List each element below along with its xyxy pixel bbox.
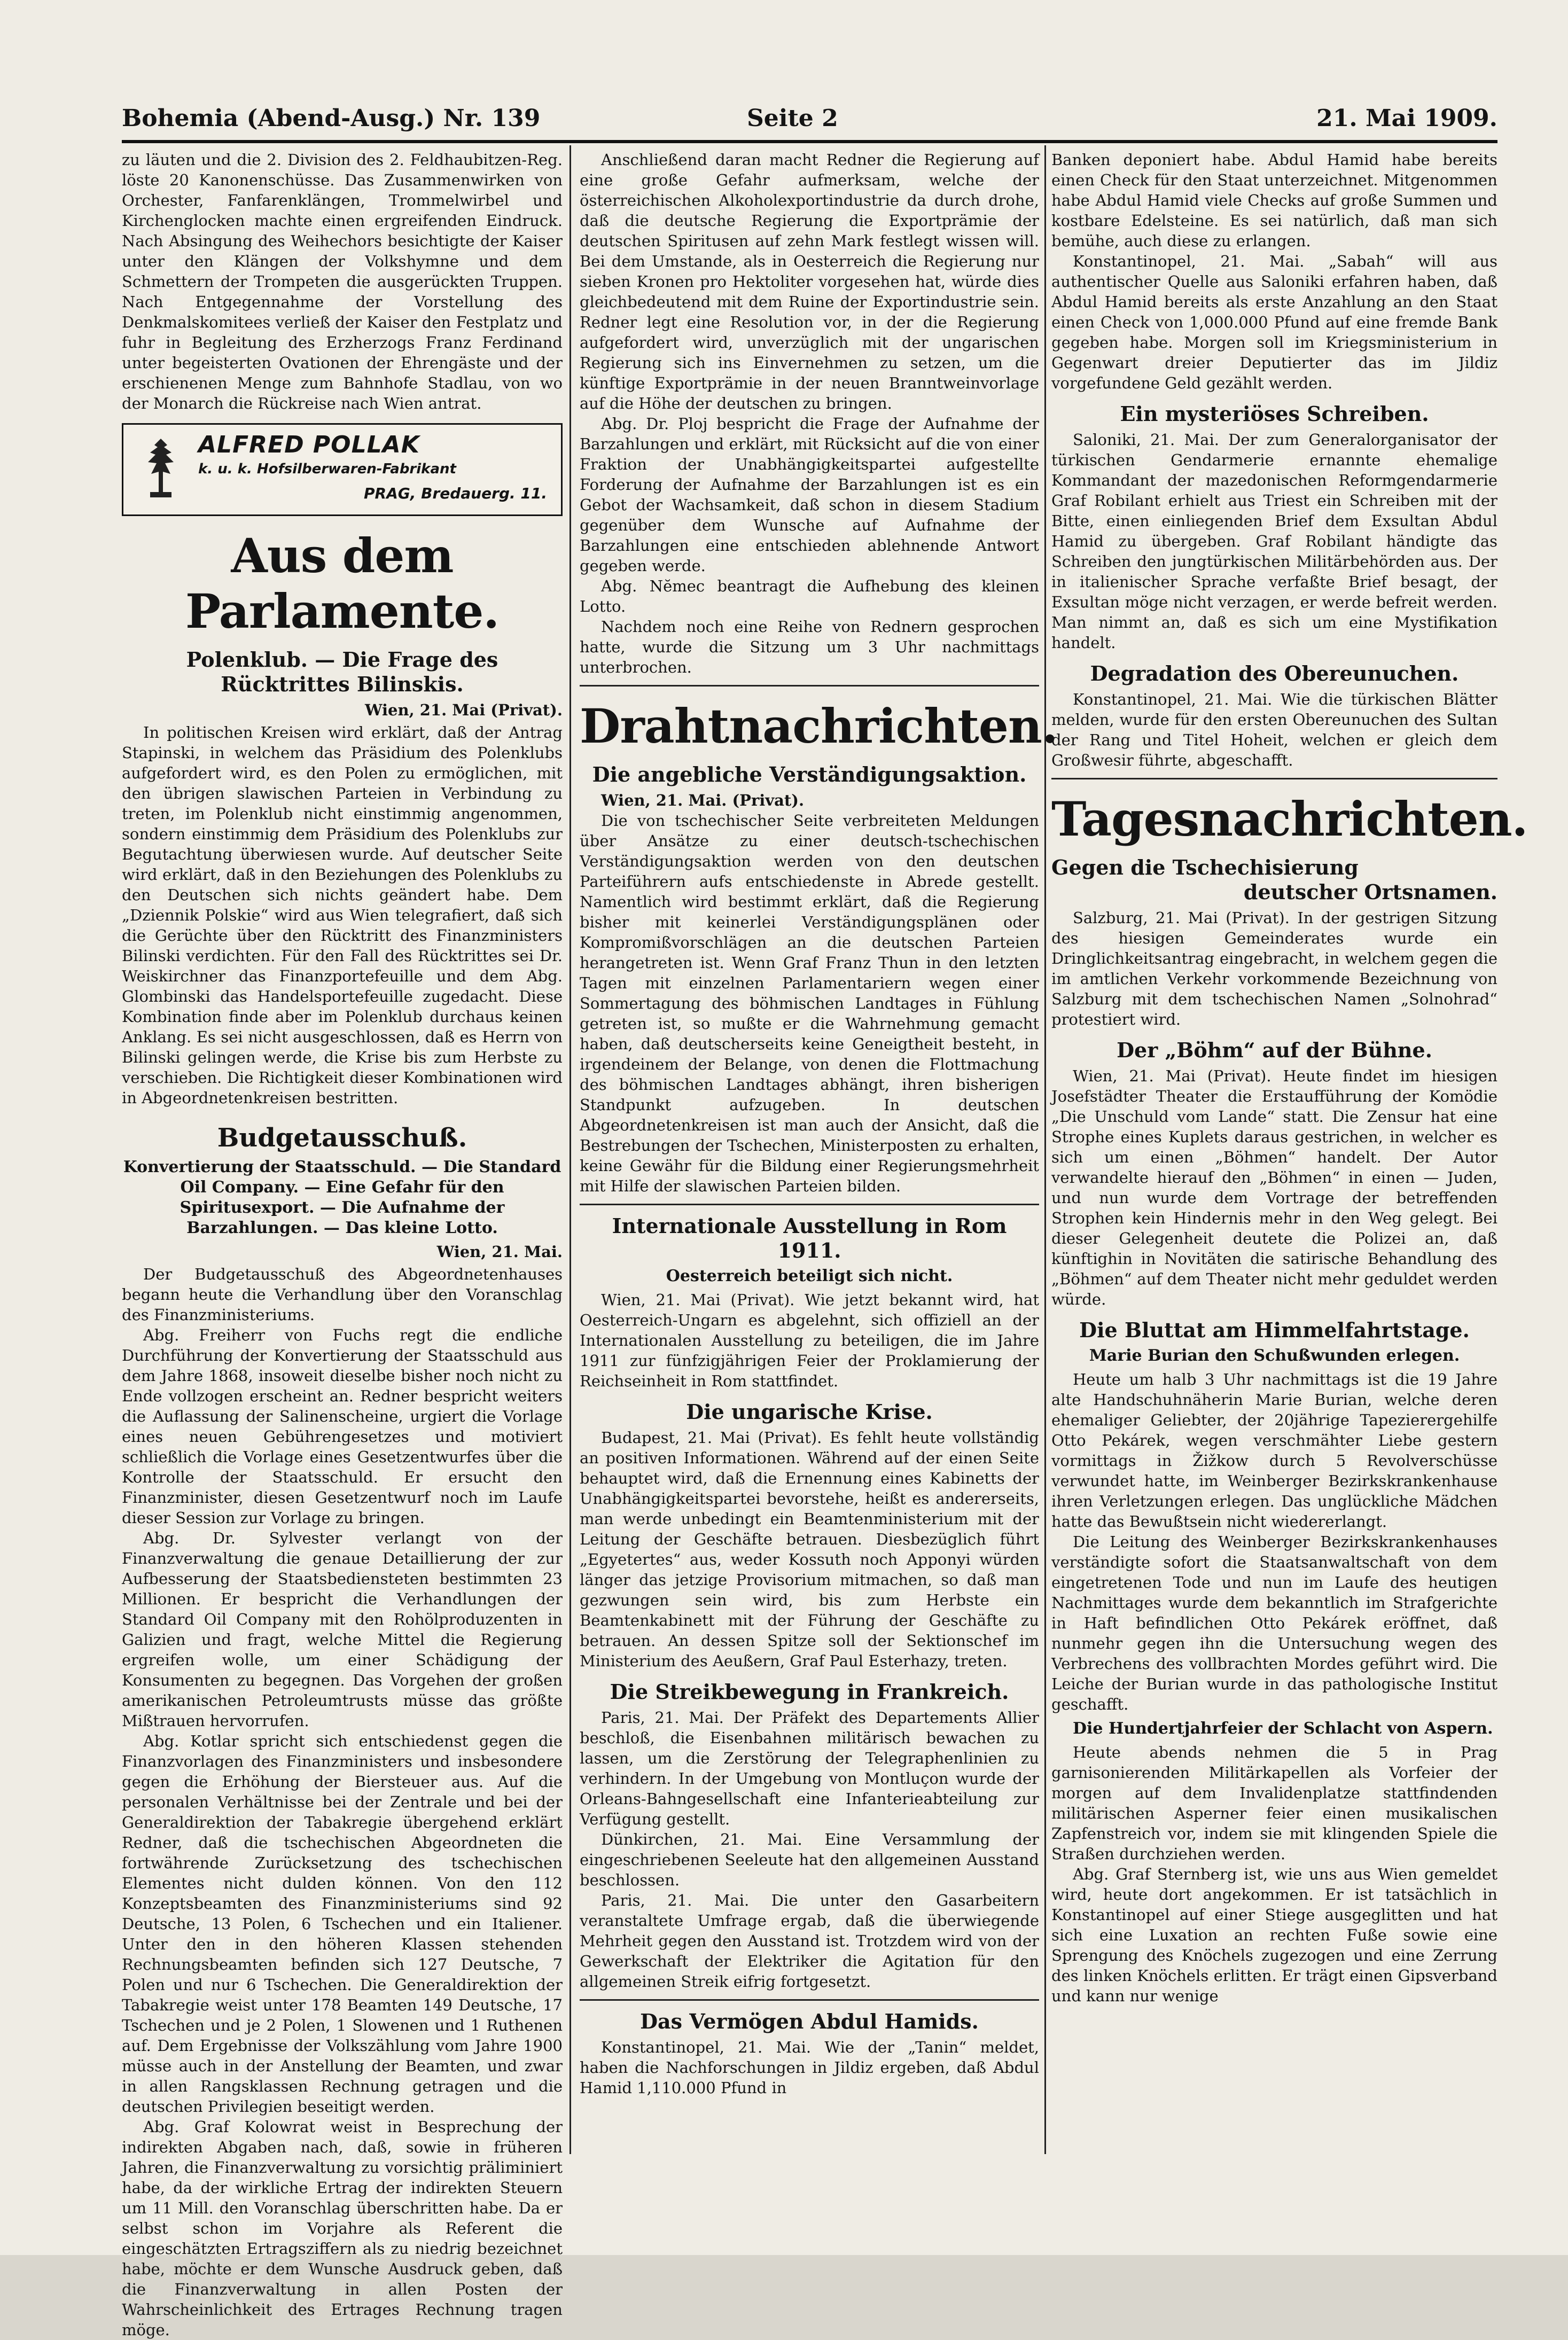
article-title: Gegen die Tschechisierung	[1051, 855, 1359, 879]
article-dateline: Wien, 21. Mai.	[436, 1243, 563, 1261]
header-date: 21. Mai 1909.	[1316, 105, 1497, 132]
article-paragraph: Konstantinopel, 21. Mai. „Sabah“ will aus authentischer Quelle aus Saloniki erfahren haben, daß Abdul Hamid bereits als erste Anzahlung an den Staat einen Check von 1,000.000 Pfund auf eine fremde Bank gegeben habe. Morgen soll im Kriegsministerium in Gegenwart dreier Deputierter das im Jildiz vorgefundene Geld gezählt werden.	[1051, 252, 1497, 392]
header-page-number: Seite 2	[747, 105, 838, 132]
article-body: Budapest, 21. Mai (Privat). Es fehlt heute vollständig an positiven Informationen. Während auf der einen Seite behauptet wird, daß die Ernennung eines Kabinetts der Unabhängigkeitspartei bevorstehe, heißt es andererseits, man werde unbedingt ein Beamtenministerium mit der Leitung der Geschäfte betrauen. Diesbezüglich führt „Egyetertes“ aus, weder Kossuth noch Apponyi würden länger das jetzige Provisorium mitmachen, so daß man gezwungen sein wird, bis zum Herbste ein Beamtenkabinett mit der Führung der Geschäfte zu betrauen. An dessen Spitze soll der Sektionschef im Ministerium des Aeußern, Graf Paul Esterhazy, treten.	[580, 1429, 1039, 1670]
article-title: Internationale Ausstellung in Rom 1911.	[612, 1214, 1007, 1262]
section-rule	[580, 1204, 1039, 1205]
article-subtitle: Konvertierung der Staatsschuld. — Die Standard Oil Company. — Eine Gefahr für den Spiritusexport. — Die Aufnahme der Barzahlungen. — Das kleine Lotto.	[123, 1158, 561, 1237]
article-paragraph: Heute um halb 3 Uhr nachmittags ist die 19 Jahre alte Handschuhnäherin Marie Burian, welche deren ehemaliger Geliebter, der 20jährige Tapezierergehilfe Otto Pekárek, wegen verschmähter Liebe gestern vormittags in Žižkow durch 5 Revolverschüsse verwundet hatte, im Weinberger Bezirkskrankenhause ihren Verletzungen erlegen. Das unglückliche Mädchen hatte das Bewußtsein nicht wiedererlangt.	[1051, 1370, 1497, 1531]
article-paragraph: Dünkirchen, 21. Mai. Eine Versammlung der eingeschriebenen Seeleute hat den allgemeinen Ausstand beschlossen.	[580, 1830, 1039, 1889]
column-3	[1051, 150, 1528, 2158]
article-title: Die angebliche Verständigungsaktion.	[592, 762, 1027, 786]
section-rule	[580, 685, 1039, 687]
article-body: Heute abends nehmen die 5 in Prag garnisonierenden Militärkapellen als Vorfeier der morgen auf dem Invalidenplatze stattfindenden militärischen Asperner feier einen musikalischen Zapfenstreich vor, indem sie mit klingenden Spiele die Straßen durchziehen werden.	[1051, 1743, 1497, 1863]
column-1	[122, 150, 563, 2339]
column-divider	[1044, 145, 1046, 2154]
article-body: Konstantinopel, 21. Mai. Wie der „Tanin“ meldet, haben die Nachforschungen in Jildiz ergeben, daß Abdul Hamid 1,110.000 Pfund in	[580, 2038, 1039, 2097]
section-headline: Aus dem Parlamente.	[185, 528, 499, 639]
article-paragraph: Paris, 21. Mai. Der Präfekt des Departements Allier beschloß, die Eisenbahnen militärisch bewachen zu lassen, um die Zerstörung der Telegraphenlinien zu verhindern. In der Umgebung von Montluçon wurde der Orleans-Bahngesellschaft eine Infanterieabteilung zur Verfügung gestellt.	[580, 1709, 1039, 1828]
article-title: Die Streikbewegung in Frankreich.	[610, 1680, 1009, 1704]
article-paragraph: Der Budgetausschuß des Abgeordnetenhauses begann heute die Verhandlung über den Voranschlag des Finanzministeriums.	[122, 1265, 563, 1324]
article-continuation: zu läuten und die 2. Division des 2. Feldhaubitzen-Reg. löste 20 Kanonenschüsse. Das Zusammenwirken von Orchester, Fanfarenklängen, Trommelwirbel und Kirchenglocken machte einen ergreifenden Eindruck. Nach Absingung des Weihechors besichtigte der Kaiser unter den Klängen der Volkshymne und dem Schmettern der Trompeten die ausgerückten Truppen. Nach Entgegennahme der Vorstellung des Denkmalskomitees verließ der Kaiser den Festplatz und fuhr in Begleitung des Erzherzogs Franz Ferdinand unter begeisterten Ovationen der Ehrengäste und der erschienenen Menge zum Bahnhofe Stadlau, von wo der Monarch die Rückreise nach Wien antrat.	[122, 151, 563, 412]
article-title: Das Vermögen Abdul Hamids.	[640, 2009, 979, 2033]
article-body: Salzburg, 21. Mai (Privat). In der gestrigen Sitzung des hiesigen Gemeinderates wurde ein Dringlichkeitsantrag eingebracht, in welchem gegen die im amtlichen Verkehr vorkommende Bezeichnung von Salzburg mit dem tschechischen Namen „Solnohrad“ protestiert wird.	[1051, 909, 1497, 1028]
column-2	[580, 150, 1058, 2158]
article-title: Die Hundertjahrfeier der Schlacht von Aspern.	[1073, 1719, 1493, 1738]
section-rule	[580, 1999, 1039, 2001]
article-body: Die von tschechischer Seite verbreiteten Meldungen über Ansätze zu einer deutsch-tschechischen Verständigungsaktion werden von den deutschen Parteiführern aufs entschiedenste in Abrede gestellt. Namentlich wird bestimmt erklärt, daß die Regierung bisher mit keinerlei Verständigungsplänen oder Kompromißvorschlägen an die deutschen Parteien herangetreten ist. Wenn Graf Franz Thun in den letzten Tagen mit einzelnen Parlamentariern wegen einer Sommertagung des böhmischen Landtages in Fühlung getreten ist, so mußte er die Wahrnehmung gemacht haben, daß deutscherseits keine Geneigtheit besteht, in irgendeinem der Belange, von denen die Flottmachung des böhmischen Landtages abhängt, ihren bisherigen Standpunkt aufzugeben. In deutschen Abgeordnetenkreisen ist man auch der Ansicht, daß die Bestrebungen der Tschechen, Ministerposten zu erhalten, keine Gewähr für die Bildung einer Regierungsmehrheit mit Hilfe der slawischen Parteien bilden.	[580, 812, 1039, 1195]
header-rule	[122, 140, 1497, 143]
article-paragraph: Nachdem noch eine Reihe von Rednern gesprochen hatte, wurde die Sitzung um 3 Uhr nachmittags unterbrochen.	[580, 618, 1039, 676]
article-title-continued: deutscher Ortsnamen.	[1243, 880, 1497, 904]
article-title: Die ungarische Krise.	[686, 1400, 933, 1424]
article-paragraph: Abg. Graf Kolowrat weist in Besprechung der indirekten Abgaben nach, daß, sowie in früheren Jahren, die Finanzverwaltung zu vorsichtig präliminiert habe, da der wirkliche Ertrag der indirekten Steuern um 11 Mill. den Voranschlag überschritten habe. Da er selbst schon im Vorjahre als Referent die eingeschätzten Ertragsziffern als zu niedrig bezeichnet habe, möchte er dem Wunsche Ausdruck geben, daß die Finanzverwaltung in allen Posten der Wahrscheinlichkeit des Ertrages Rechnung tragen möge.	[122, 2118, 563, 2339]
article-body: In politischen Kreisen wird erklärt, daß der Antrag Stapinski, in welchem das Präsidium des Polenklubs aufgefordert wird, es den Polen zu ermöglichen, mit den übrigen slawischen Parteien in Verbindung zu treten, im Polenklub nicht einstimmig angenommen, sondern einstimmig dem Präsidium des Polenklubs zur Begutachtung überwiesen wurde. Auf deutscher Seite wird erklärt, daß in den Beziehungen des Polenklubs zu den Deutschen sich nichts geändert habe. Dem „Dziennik Polskie“ wird aus Wien telegrafiert, daß sich die Gerüchte über den Rücktritt des Finanzministers Bilinski verdichten. Für den Fall des Rücktrittes sei Dr. Weiskirchner das Finanzportefeuille und dem Abg. Glombinski das Handelsportefeuille zugedacht. Diese Kombination finde aber im Polenklub durchaus keinen Anklang. Es sei nicht ausgeschlossen, daß es Herrn von Bilinski gelingen werde, die Krise bis zum Herbste zu verschieben. Die Richtigkeit dieser Kombinationen wird in Abgeordnetenkreisen bestritten.	[122, 723, 563, 1107]
article-title: Degradation des Obereunuchen.	[1090, 661, 1459, 685]
section-rule	[1051, 778, 1497, 779]
article-paragraph: Die Leitung des Weinberger Bezirkskrankenhauses verständigte sofort die Staatsanwaltschaft von dem eingetretenen Tode und nun im Laufe des heutigen Nachmittages wurde dem bekanntlich im Strafgerichte in Haft befindlichen Otto Pekárek eröffnet, daß nunmehr gegen ihn die Untersuchung wegen des Verbrechens des vollbrachten Mordes geführt wird. Die Leiche der Burian wurde in das pathologische Institut geschafft.	[1051, 1533, 1497, 1713]
article-paragraph: Abg. Dr. Ploj bespricht die Frage der Aufnahme der Barzahlungen und erklärt, mit Rücksicht auf die von einer Fraktion der Unabhängigkeitspartei aufgestellte Forderung der Aufnahme der Barzahlungen ist es ein Gebot der Wachsamkeit, daß schon in diesem Stadium gegenüber dem Wunsche auf Aufnahme der Barzahlungen eine entschieden ablehnende Antwort gegeben werde.	[580, 415, 1039, 575]
advertisement-box	[122, 423, 563, 516]
article-dateline: Wien, 21. Mai (Privat).	[364, 701, 563, 719]
article-body: Saloniki, 21. Mai. Der zum Generalorganisator der türkischen Gendarmerie ernannte ehemalige Kommandant der mazedonischen Reformgendarmerie Graf Robilant erhielt aus Triest ein Schreiben mit der Bitte, einen einliegenden Brief dem Exsultan Abdul Hamid zu übergeben. Graf Robilant händigte das Schreiben den jungtürkischen Militärbehörden aus. Der in italienischer Sprache verfaßte Brief besagt, der Exsultan möge nicht verzagen, er werde befreit werden. Man nimmt an, daß es sich um eine Mystifikation handelt.	[1051, 431, 1497, 652]
column-divider	[570, 145, 571, 2154]
article-body: Wien, 21. Mai (Privat). Heute findet im hiesigen Josefstädter Theater die Erstaufführung der Komödie „Die Unschuld vom Lande“ statt. Die Zensur hat eine Strophe eines Kuplets daraus gestrichen, in welcher es sich um einen „Böhmen“ handelt. Der Autor verwandelte hierauf den „Böhmen“ in einen — Juden, und nun wurde dem Vortrage der betreffenden Strophen kein Hindernis mehr in den Weg gelegt. Bei dieser Gelegenheit deutete die Polizei an, daß künftighin in Novitäten die satirische Behandlung des „Böhmen“ auf dem Theater nicht mehr geduldet werden würde.	[1051, 1067, 1497, 1308]
section-headline: Drahtnachrichten.	[580, 698, 1058, 754]
article-dateline: Wien, 21. Mai. (Privat).	[601, 791, 805, 809]
article-body: Wien, 21. Mai (Privat). Wie jetzt bekannt wird, hat Oesterreich-Ungarn es abgelehnt, sich offiziell an der Internationalen Ausstellung zu beteiligen, die im Jahre 1911 zur fünfzigjährigen Feier der Proklamierung der Reichseinheit in Rom stattfindet.	[580, 1291, 1039, 1390]
header-issue: Bohemia (Abend-Ausg.) Nr. 139	[122, 105, 541, 132]
section-headline: Tagesnachrichten.	[1051, 791, 1528, 847]
article-body: Konstantinopel, 21. Mai. Wie die türkischen Blätter melden, wurde für den ersten Obereunuchen des Sultan der Rang und Titel Hoheit, welchen er gleich dem Großwesir führte, abgeschafft.	[1051, 690, 1497, 769]
article-title: Budgetausschuß.	[217, 1123, 467, 1153]
article-subtitle: Marie Burian den Schußwunden erlegen.	[1089, 1346, 1460, 1365]
coat-of-arms-icon	[139, 436, 182, 501]
article-paragraph: Abg. Nĕmec beantragt die Aufhebung des kleinen Lotto.	[580, 577, 1039, 615]
ad-company-title: k. u. k. Hofsilberwaren-Fabrikant	[198, 461, 456, 477]
ad-company-name: ALFRED POLLAK	[198, 431, 420, 458]
article-title: Polenklub. — Die Frage des Rücktrittes Bilinskis.	[186, 648, 498, 696]
ad-company-address: PRAG, Bredauerg. 11.	[364, 485, 547, 502]
article-paragraph: Abg. Freiherr von Fuchs regt die endliche Durchführung der Konvertierung der Staatsschuld aus dem Jahre 1868, insoweit dieselbe bisher noch nicht zu Ende vollzogen erscheint an. Redner bespricht weiters die Auflassung der Salinenscheine, urgiert die Vorlage eines neuen Gebührengesetzes und motiviert schließlich die Vorlage eines Gesetzentwurfes über die Kontrolle der Staatsschuld. Er ersucht den Finanzminister, diesen Gesetzentwurf noch im Laufe dieser Session zur Vorlage zu bringen.	[122, 1326, 563, 1527]
article-title: Ein mysteriöses Schreiben.	[1120, 402, 1429, 426]
article-title: Der „Böhm“ auf der Bühne.	[1117, 1038, 1432, 1062]
article-title: Die Bluttat am Himmelfahrtstage.	[1079, 1318, 1470, 1342]
article-paragraph: Paris, 21. Mai. Die unter den Gasarbeitern veranstaltete Umfrage ergab, daß die überwiegende Mehrheit gegen den Ausstand ist. Trotzdem wird von der Gewerkschaft der Elektriker die Agitation für den allgemeinen Streik eifrig fortgesetzt.	[580, 1891, 1039, 1991]
article-paragraph: Abg. Kotlar spricht sich entschiedenst gegen die Finanzvorlagen des Finanzministers und insbesondere gegen die Erhöhung der Biersteuer aus. Auf die personalen Verhältnisse bei der Zentrale und bei der Generaldirektion der Tabakregie übergehend erklärt Redner, daß die tschechischen Abgeordneten die fortwährende Zurücksetzung des tschechischen Elementes nicht dulden können. Von den 112 Konzeptsbeamten des Finanzministeriums sind 92 Deutsche, 13 Polen, 6 Tschechen und ein Italiener. Unter den in den höheren Klassen stehenden Rechnungsbeamten befinden sich 127 Deutsche, 7 Polen und nur 6 Tschechen. Die Generaldirektion der Tabakregie weist unter 178 Beamten 149 Deutsche, 17 Tschechen und je 2 Polen, 1 Slowenen und 1 Ruthenen auf. Dem Ergebnisse der Volkszählung vom Jahre 1900 müsse auch in der Anstellung der Beamten, und zwar in allen Rangsklassen Rechnung getragen und die deutschen Privilegien beseitigt werden.	[122, 1732, 563, 2116]
article-continuation: Banken deponiert habe. Abdul Hamid habe bereits einen Check für den Staat unterzeichnet. Mitgenommen habe Abdul Hamid viele Checks auf große Summen und kostbare Edelsteine. Es sei natürlich, daß man sich bemühe, auch diese zu erlangen.	[1051, 151, 1497, 250]
article-subtitle: Oesterreich beteiligt sich nicht.	[666, 1267, 953, 1285]
article-paragraph: Anschließend daran macht Redner die Regierung auf eine große Gefahr aufmerksam, welche der österreichischen Alkoholexportindustrie da durch drohe, daß die deutsche Regierung die Exportprämie der deutschen Spiritusen auf zehn Mark festlegt wissen will. Bei dem Umstande, als in Oesterreich die Regierung nur sieben Kronen pro Hektoliter vorgesehen hat, würde dies gleichbedeutend mit dem Ruine der Exportindustrie sein. Redner legt eine Resolution vor, in der die Regierung aufgefordert wird, unverzüglich mit der ungarischen Regierung sich ins Einvernehmen zu setzen, um die künftige Exportprämie in der neuen Branntweinvorlage auf die Höhe der deutschen zu bringen.	[580, 151, 1039, 412]
article-paragraph: Abg. Dr. Sylvester verlangt von der Finanzverwaltung die genaue Detaillierung der zur Aufbesserung der Staatsbediensteten bestimmten 23 Millionen. Er bespricht die Verhandlungen der Standard Oil Company mit den Rohölproduzenten in Galizien und fragt, welche Mittel die Regierung ergreifen wolle, um einer Schädigung der Konsumenten zu begegnen. Das Vorgehen der großen amerikanischen Petroleumtrusts müsse das größte Mißtrauen hervorrufen.	[122, 1529, 563, 1730]
article-paragraph: Abg. Graf Sternberg ist, wie uns aus Wien gemeldet wird, heute dort angekommen. Er ist tatsächlich in Konstantinopel auf einer Stiege ausgeglitten und hat sich eine Luxation an rechten Fuße sowie eine Sprengung des Knöchels zugezogen und eine Zerrung des linken Knöchels erlitten. Er trägt einen Gipsverband und kann nur wenige	[1051, 1865, 1497, 2005]
page-header	[122, 103, 1497, 140]
